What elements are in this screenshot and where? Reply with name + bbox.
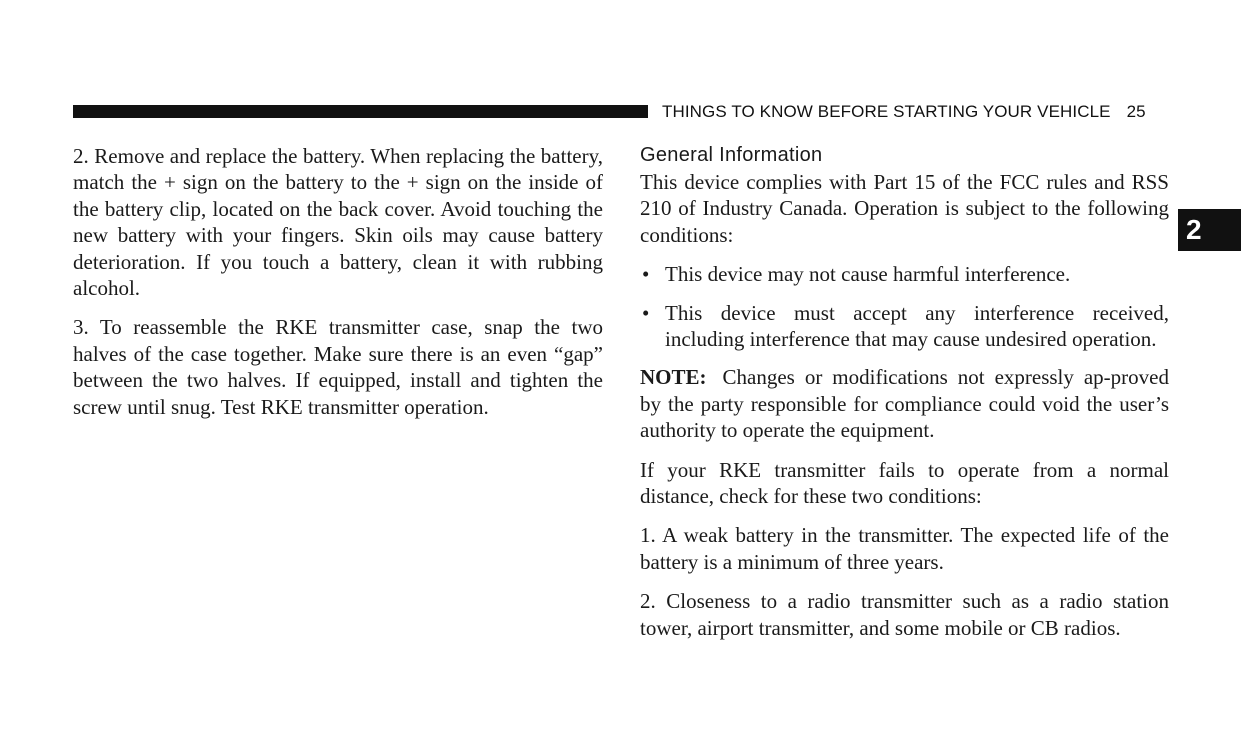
running-title: THINGS TO KNOW BEFORE STARTING YOUR VEHICLE [662, 102, 1111, 121]
conditions-list [640, 261, 1169, 352]
header-rule-bar [73, 105, 648, 118]
list-item [640, 300, 1169, 353]
note-text: Changes or modifications not expressly ap-proved by the party responsible for compliance could void the user’s authority to operate the equipment. [640, 365, 1169, 443]
left-column [73, 143, 603, 433]
note-paragraph [640, 364, 1169, 443]
right-column [640, 143, 1169, 654]
paragraph-reassemble-case: 3. To reassemble the RKE transmitter case, snap the two halves of the case together. Make sure there is an even “gap” between the two halves. If equipped, install and tighten the screw until snug. Test RKE transmitter operation. [73, 315, 603, 419]
chapter-tab: 2 [1178, 209, 1241, 251]
note-label: NOTE: [640, 365, 707, 390]
list-item-text: This device may not cause harmful interference. [665, 262, 1071, 287]
list-item-text: This device must accept any interference received, including interference that may cause undesired operation. [665, 300, 1169, 352]
running-header [662, 102, 1146, 122]
paragraph-condition-radio-proximity: 2. Closeness to a radio transmitter such as a radio station tower, airport transmitter, and some mobile or CB radios. [640, 589, 1169, 640]
bullet-icon: • [642, 262, 650, 287]
section-heading-general-information: General Information [640, 144, 823, 166]
list-item [640, 261, 1169, 287]
paragraph-condition-weak-battery: 1. A weak battery in the transmitter. The expected life of the battery is a minimum of three years. [640, 523, 1169, 574]
paragraph-replace-battery: 2. Remove and replace the battery. When replacing the battery, match the + sign on the battery to the + sign on the inside of the battery clip, located on the back cover. Avoid touching the new battery with your fingers. Skin oils may cause battery deterioration. If you touch a battery, clean it with rubbing alcohol. [73, 144, 603, 301]
paragraph-range-intro: If your RKE transmitter fails to operate from a normal distance, check for these two conditions: [640, 457, 1169, 509]
bullet-icon: • [642, 300, 650, 325]
page-number: 25 [1126, 102, 1146, 121]
paragraph-fcc-intro: This device complies with Part 15 of the FCC rules and RSS 210 of Industry Canada. Operation is subject to the following conditions: [640, 170, 1169, 247]
